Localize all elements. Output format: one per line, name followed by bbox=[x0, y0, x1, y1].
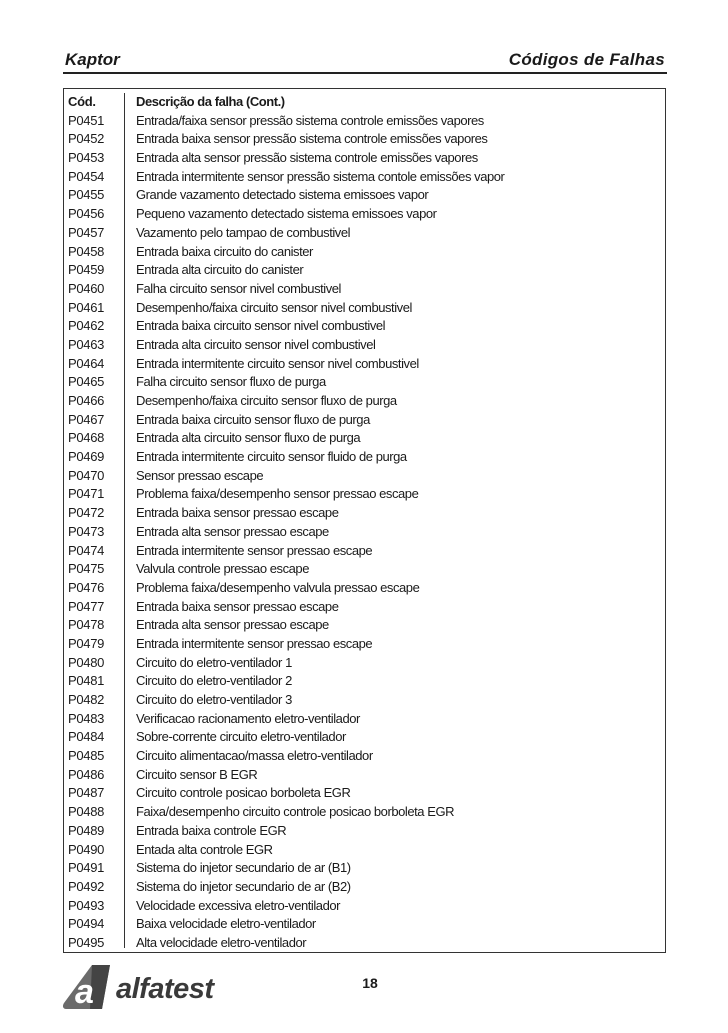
table-row bbox=[64, 616, 665, 635]
fault-description: Entrada alta circuito sensor nivel combustivel bbox=[136, 336, 376, 352]
fault-code: P0456 bbox=[68, 206, 105, 222]
fault-description: Entrada intermitente circuito sensor nivel combustivel bbox=[136, 355, 419, 371]
header-title-left: Kaptor bbox=[65, 50, 120, 69]
fault-description: Desempenho/faixa circuito sensor fluxo de purga bbox=[136, 393, 397, 408]
fault-code: P0462 bbox=[68, 318, 105, 334]
fault-description: Entrada baixa sensor pressão sistema controle emissões vapores bbox=[136, 131, 488, 147]
table-row bbox=[64, 915, 665, 934]
table-row bbox=[64, 654, 665, 673]
fault-code: P0482 bbox=[68, 692, 105, 707]
fault-code: P0452 bbox=[68, 131, 105, 147]
table-row bbox=[64, 784, 665, 803]
header-title-right: Códigos de Falhas bbox=[508, 50, 665, 69]
fault-code: P0481 bbox=[68, 673, 105, 689]
table-row bbox=[64, 186, 665, 205]
table-row bbox=[64, 691, 665, 710]
fault-code: P0468 bbox=[68, 430, 105, 446]
fault-code: P0486 bbox=[68, 766, 105, 782]
table-row bbox=[64, 299, 665, 318]
fault-code: P0464 bbox=[68, 355, 105, 371]
fault-description: Vazamento pelo tampao de combustivel bbox=[136, 224, 351, 240]
fault-description: Verificacao racionamento eletro-ventilador bbox=[136, 710, 360, 726]
fault-code: P0491 bbox=[68, 860, 105, 876]
alfatest-logo-icon bbox=[62, 963, 122, 1013]
table-row bbox=[64, 429, 665, 448]
fault-description: Velocidade excessiva eletro-ventilador bbox=[136, 897, 341, 913]
table-row bbox=[64, 560, 665, 579]
fault-code: P0459 bbox=[68, 262, 105, 278]
table-row bbox=[64, 280, 665, 299]
fault-code: P0477 bbox=[68, 598, 105, 614]
fault-code: P0475 bbox=[68, 561, 105, 577]
table-row bbox=[64, 504, 665, 523]
fault-code: P0469 bbox=[68, 449, 105, 465]
table-row bbox=[64, 542, 665, 561]
fault-code: P0487 bbox=[68, 785, 105, 801]
table-row bbox=[64, 168, 665, 187]
fault-code: P0472 bbox=[68, 505, 105, 521]
fault-description: Entrada intermitente sensor pressão sistema contole emissões vapor bbox=[136, 168, 505, 184]
fault-code: P0471 bbox=[68, 486, 105, 502]
fault-code: P0460 bbox=[68, 280, 105, 296]
fault-code: P0466 bbox=[68, 393, 105, 408]
fault-description: Entrada alta sensor pressao escape bbox=[136, 523, 329, 539]
fault-description: Entrada intermitente sensor pressao escape bbox=[136, 542, 373, 558]
fault-description: Entrada baixa circuito do canister bbox=[136, 243, 313, 259]
fault-description: Desempenho/faixa circuito sensor nivel combustivel bbox=[136, 299, 412, 315]
table-row bbox=[64, 448, 665, 467]
table-row bbox=[64, 243, 665, 262]
fault-description: Circuito do eletro-ventilador 2 bbox=[136, 673, 292, 689]
table-row bbox=[64, 411, 665, 430]
table-row bbox=[64, 261, 665, 280]
fault-code: P0463 bbox=[68, 336, 105, 352]
alfatest-logo bbox=[62, 963, 232, 1013]
fault-code: P0457 bbox=[68, 224, 105, 240]
fault-description: Entrada intermitente sensor pressao escape bbox=[136, 635, 373, 651]
table-row bbox=[64, 467, 665, 486]
table-row bbox=[64, 598, 665, 617]
table-row bbox=[64, 373, 665, 392]
fault-description: Entrada baixa controle EGR bbox=[136, 822, 287, 838]
table-row bbox=[64, 336, 665, 355]
fault-description: Problema faixa/desempenho sensor pressao escape bbox=[136, 486, 419, 502]
table-body bbox=[64, 93, 665, 953]
table-row bbox=[64, 897, 665, 916]
logo-wordmark: alfatest bbox=[116, 973, 214, 1005]
fault-description: Circuito do eletro-ventilador 3 bbox=[136, 692, 292, 707]
fault-description: Circuito alimentacao/massa eletro-ventilador bbox=[136, 748, 373, 764]
fault-code: P0467 bbox=[68, 411, 105, 427]
fault-description: Faixa/desempenho circuito controle posicao borboleta EGR bbox=[136, 804, 455, 820]
table-row bbox=[64, 112, 665, 131]
fault-code: P0485 bbox=[68, 748, 105, 764]
fault-code: P0489 bbox=[68, 822, 105, 838]
fault-code: P0474 bbox=[68, 542, 105, 558]
header-code: Cód. bbox=[68, 94, 96, 109]
fault-code: P0455 bbox=[68, 187, 105, 203]
page-number: 18 bbox=[362, 975, 378, 991]
fault-code: P0465 bbox=[68, 374, 105, 390]
fault-description: Circuito do eletro-ventilador 1 bbox=[136, 654, 292, 670]
fault-description: Entrada baixa sensor pressao escape bbox=[136, 598, 339, 614]
fault-description: Baixa velocidade eletro-ventilador bbox=[136, 916, 316, 932]
fault-description: Circuito sensor B EGR bbox=[136, 766, 258, 782]
table-row bbox=[64, 859, 665, 878]
table-row bbox=[64, 392, 665, 411]
table-row bbox=[64, 317, 665, 336]
fault-description: Alta velocidade eletro-ventilador bbox=[136, 934, 307, 950]
fault-description: Sensor pressao escape bbox=[136, 467, 264, 483]
fault-code: P0470 bbox=[68, 467, 105, 483]
svg-text:a: a bbox=[75, 973, 94, 1011]
table-row bbox=[64, 822, 665, 841]
fault-code: P0454 bbox=[68, 168, 105, 184]
fault-description: Falha circuito sensor fluxo de purga bbox=[136, 374, 326, 390]
fault-code: P0484 bbox=[68, 729, 105, 745]
table-row bbox=[64, 130, 665, 149]
table-row bbox=[64, 803, 665, 822]
fault-description: Sistema do injetor secundario de ar (B2) bbox=[136, 878, 351, 894]
table-row bbox=[64, 878, 665, 897]
fault-description: Entrada intermitente circuito sensor fluido de purga bbox=[136, 449, 407, 465]
fault-description: Circuito controle posicao borboleta EGR bbox=[136, 785, 351, 801]
fault-description: Entrada baixa circuito sensor fluxo de purga bbox=[136, 411, 370, 427]
fault-description: Sobre-corrente circuito eletro-ventilador bbox=[136, 729, 346, 745]
fault-code: P0483 bbox=[68, 710, 105, 726]
table-row bbox=[64, 747, 665, 766]
fault-description: Valvula controle pressao escape bbox=[136, 561, 309, 577]
fault-description: Entrada baixa sensor pressao escape bbox=[136, 505, 339, 521]
table-row bbox=[64, 485, 665, 504]
fault-description: Entrada/faixa sensor pressão sistema controle emissões vapores bbox=[136, 112, 484, 128]
table-row bbox=[64, 766, 665, 785]
table-row bbox=[64, 841, 665, 860]
fault-codes-table bbox=[63, 88, 666, 953]
fault-code: P0473 bbox=[68, 523, 105, 539]
table-row bbox=[64, 523, 665, 542]
fault-description: Problema faixa/desempenho valvula pressao escape bbox=[136, 579, 420, 595]
table-row bbox=[64, 149, 665, 168]
fault-code: P0480 bbox=[68, 654, 105, 670]
table-row bbox=[64, 710, 665, 729]
fault-code: P0495 bbox=[68, 934, 105, 950]
fault-code: P0479 bbox=[68, 635, 105, 651]
fault-code: P0490 bbox=[68, 841, 105, 857]
fault-code: P0461 bbox=[68, 299, 105, 315]
fault-code: P0494 bbox=[68, 916, 105, 932]
fault-code: P0488 bbox=[68, 804, 105, 820]
page-header bbox=[63, 48, 667, 74]
fault-code: P0451 bbox=[68, 112, 105, 128]
table-row bbox=[64, 355, 665, 374]
table-row bbox=[64, 934, 665, 953]
fault-code: P0492 bbox=[68, 878, 105, 894]
fault-code: P0476 bbox=[68, 579, 105, 595]
header-description: Descrição da falha (Cont.) bbox=[136, 94, 285, 109]
fault-description: Sistema do injetor secundario de ar (B1) bbox=[136, 860, 351, 876]
fault-code: P0453 bbox=[68, 150, 105, 166]
fault-code: P0458 bbox=[68, 243, 105, 259]
table-row bbox=[64, 728, 665, 747]
fault-description: Entrada baixa circuito sensor nivel combustivel bbox=[136, 318, 386, 334]
fault-description: Pequeno vazamento detectado sistema emissoes vapor bbox=[136, 206, 437, 222]
table-row bbox=[64, 205, 665, 224]
fault-description: Entrada alta sensor pressão sistema controle emissões vapores bbox=[136, 150, 478, 166]
fault-description: Grande vazamento detectado sistema emissoes vapor bbox=[136, 187, 429, 203]
fault-description: Entrada alta circuito do canister bbox=[136, 262, 304, 278]
fault-description: Entada alta controle EGR bbox=[136, 841, 273, 857]
fault-description: Entrada alta circuito sensor fluxo de purga bbox=[136, 430, 361, 446]
fault-code: P0478 bbox=[68, 617, 105, 633]
fault-description: Entrada alta sensor pressao escape bbox=[136, 617, 329, 633]
table-row bbox=[64, 635, 665, 654]
table-row bbox=[64, 579, 665, 598]
table-row bbox=[64, 672, 665, 691]
table-header-row bbox=[64, 93, 665, 112]
fault-code: P0493 bbox=[68, 897, 105, 913]
table-row bbox=[64, 224, 665, 243]
fault-description: Falha circuito sensor nivel combustivel bbox=[136, 280, 341, 296]
